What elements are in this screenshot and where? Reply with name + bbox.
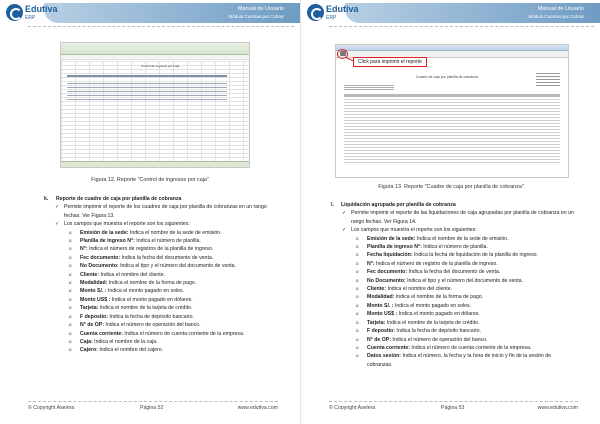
callout-label: Click para imprimir el reporte xyxy=(353,57,427,67)
footer-copyright: © Copyright Aselera xyxy=(28,405,75,411)
field-label: Monto S/. : xyxy=(367,302,394,309)
bullet-o-icon: o xyxy=(356,260,359,266)
bullet-o-icon: o xyxy=(69,313,72,319)
page-header xyxy=(0,0,300,28)
bullet-item: ✓ Los campos que muestra el reporte son los siguientes: xyxy=(342,227,477,234)
field-description: Indica el número de registro de la planilla de ingreso. xyxy=(374,260,498,267)
field-item xyxy=(44,330,280,338)
field-label: Cliente: xyxy=(367,286,387,293)
logo-icon xyxy=(307,4,324,21)
footer-website: www.edutiva.com xyxy=(237,405,278,411)
edutiva-logo xyxy=(6,2,66,26)
check-icon: ✓ xyxy=(55,204,60,211)
field-label: Cuenta corriente: xyxy=(80,330,123,337)
field-label: Tarjeta: xyxy=(80,305,99,312)
bullet-o-icon: o xyxy=(69,229,72,235)
bullet-o-icon: o xyxy=(69,347,72,353)
bullet-o-icon: o xyxy=(69,296,72,302)
field-item xyxy=(44,237,280,245)
section-heading xyxy=(331,201,577,209)
field-item xyxy=(331,285,577,293)
bullet-o-icon: o xyxy=(69,330,72,336)
field-label: Fecha liquidación: xyxy=(367,252,413,259)
excel-report-screenshot xyxy=(60,42,250,168)
report-row-band xyxy=(67,87,227,88)
report-viewer-screenshot xyxy=(335,44,569,178)
field-item xyxy=(44,229,280,237)
bullet-o-icon: o xyxy=(69,271,72,277)
field-description: Indica el nombre de la sede de emisión. xyxy=(128,229,222,236)
bullet-o-icon: o xyxy=(69,280,72,286)
field-description: Indica el número de cuenta corriente de la empresa. xyxy=(409,344,532,351)
bullet-o-icon: o xyxy=(69,246,72,252)
field-label: Monto US$ : xyxy=(80,296,111,303)
report-row-band xyxy=(67,95,227,96)
check-icon: ✓ xyxy=(342,210,347,217)
bullet-o-icon: o xyxy=(356,336,359,342)
logo-sub: ERP xyxy=(25,15,36,21)
field-item xyxy=(44,296,280,304)
field-label: Cajero: xyxy=(80,347,98,354)
field-description: Indica la fecha de liquidación de la planilla de ingreso. xyxy=(412,252,538,259)
field-label: Datos sesión: xyxy=(367,353,402,360)
bullet-o-icon: o xyxy=(356,311,359,317)
bullet-item: ✓ Los campos que muestra el reporte son los siguientes: xyxy=(55,221,190,228)
field-description: Indica el número de planilla. xyxy=(134,238,201,245)
field-label: F deposito: xyxy=(367,328,395,335)
field-description: Indica el nombre del cajero. xyxy=(97,347,164,354)
figure-caption: Figura 12. Reporte "Control de ingresos por caja" xyxy=(91,177,209,183)
bullet-o-icon: o xyxy=(69,263,72,269)
screenshot-report-title: Control de Ingresos por Caja xyxy=(141,64,180,68)
report-table-rows xyxy=(344,99,560,165)
field-description: Indica el nombre de la tarjeta de crédito. xyxy=(385,319,480,326)
bullet-o-icon: o xyxy=(356,252,359,258)
header-title: Manual de Usuario xyxy=(237,6,284,12)
excel-formula-bar xyxy=(61,55,249,60)
section-body xyxy=(331,201,577,369)
field-description: Indica el número de planilla. xyxy=(421,244,488,251)
figure-caption: Figura 13. Reporte "Cuadre de caja por planilla de cobranza" xyxy=(378,184,524,190)
header-module: Módulo Cuentas por Cobrar xyxy=(528,14,584,19)
field-description: Indica el nombre del cliente. xyxy=(386,286,453,293)
section-body xyxy=(44,195,280,355)
field-item xyxy=(44,245,280,253)
field-description: Indica el monto pagado en dólares. xyxy=(110,296,193,303)
field-description: Indica el nombre de la tarjeta de crédito. xyxy=(98,305,193,312)
footer-rule xyxy=(28,401,278,402)
excel-grid xyxy=(61,61,249,161)
field-item xyxy=(44,279,280,287)
field-description: Indica el monto pagado en soles. xyxy=(393,302,472,309)
field-label: N°: xyxy=(367,260,375,267)
bullet-item: ✓ Permite imprimir el reporte de los cuadres de caja por planilla de cobranzas en un rango fechas. Ver Figura 13. xyxy=(55,204,267,219)
field-list xyxy=(44,229,280,355)
field-description: Indica el nombre del cliente. xyxy=(99,271,166,278)
section-marker: l. xyxy=(331,202,334,208)
header-rule xyxy=(329,26,594,27)
logo-sub: ERP xyxy=(326,15,337,21)
field-item xyxy=(331,352,577,369)
bullet-o-icon: o xyxy=(356,328,359,334)
check-icon: ✓ xyxy=(55,221,60,228)
page-right xyxy=(300,0,600,424)
field-description: Indica el nombre de la forma de pago. xyxy=(394,294,484,301)
report-table-header xyxy=(344,94,560,97)
page-header xyxy=(301,0,600,28)
report-row-band xyxy=(67,99,227,100)
field-label: Monto S/. : xyxy=(80,288,107,295)
field-item xyxy=(331,310,577,318)
footer-page-number: Página 52 xyxy=(140,405,164,411)
field-item xyxy=(44,313,280,321)
field-description: Indica el tipo y el número del documento de venta. xyxy=(118,263,236,270)
footer-page-number: Página 53 xyxy=(441,405,465,411)
field-description: Indica el monto pagado en dólares. xyxy=(397,311,480,318)
report-row-band xyxy=(67,83,227,84)
bullet-o-icon: o xyxy=(356,235,359,241)
field-label: Fec documento: xyxy=(367,269,408,276)
field-item xyxy=(331,243,577,251)
bullet-o-icon: o xyxy=(356,302,359,308)
field-item xyxy=(331,302,577,310)
field-label: No Documento: xyxy=(80,263,119,270)
field-label: Caja: xyxy=(80,338,93,345)
field-item xyxy=(44,346,280,354)
bullet-o-icon: o xyxy=(69,305,72,311)
excel-ribbon xyxy=(61,43,249,55)
field-description: Indica el tipo y el número del documento de venta. xyxy=(405,277,523,284)
section-heading xyxy=(44,195,280,203)
field-description: Indica el nombre de la forma de pago. xyxy=(107,280,197,287)
field-description: Indica el número de cuenta corriente de la empresa. xyxy=(122,330,245,337)
field-item xyxy=(44,271,280,279)
field-label: Modalidad: xyxy=(367,294,395,301)
field-description: Indica el nombre de la caja. xyxy=(92,338,158,345)
bullet-o-icon: o xyxy=(69,322,72,328)
field-item xyxy=(331,293,577,301)
field-description: Indica la fecha de depósito bancario. xyxy=(107,313,194,320)
logo-icon xyxy=(6,4,23,21)
field-label: F deposito: xyxy=(80,313,108,320)
report-header-band xyxy=(67,75,227,77)
bullet-o-icon: o xyxy=(356,319,359,325)
bullet-o-icon: o xyxy=(69,254,72,260)
field-item xyxy=(44,338,280,346)
field-label: Planilla de ingreso N°: xyxy=(80,238,135,245)
field-list xyxy=(331,235,577,370)
field-description: Indica la fecha del documento de venta. xyxy=(120,254,214,261)
bullet-o-icon: o xyxy=(356,353,359,359)
field-label: Emisión de la sede: xyxy=(367,235,416,242)
field-label: N° de OP: xyxy=(367,336,391,343)
check-icon: ✓ xyxy=(342,227,347,234)
report-meta-lines xyxy=(536,73,560,87)
report-filter-lines xyxy=(344,85,394,91)
header-title: Manual de Usuario xyxy=(537,6,584,12)
field-label: Emisión de la sede: xyxy=(80,229,129,236)
bullet-o-icon: o xyxy=(356,294,359,300)
field-description: Indica el nombre de la sede de emisión. xyxy=(415,235,509,242)
footer-copyright: © Copyright Aselera xyxy=(329,405,376,411)
screenshot-report-title: Cuadre de caja por planilla de cobranza xyxy=(416,75,478,79)
field-item xyxy=(331,235,577,243)
bullet-o-icon: o xyxy=(356,244,359,250)
bullet-o-icon: o xyxy=(69,288,72,294)
bullet-item: ✓ Permite imprimir el reporte de las liquidaciones de caja agrupadas por planilla de cobranza en un rango fechas. Ver Figura 14. xyxy=(342,210,574,225)
bullet-o-icon: o xyxy=(356,286,359,292)
field-label: No Documento: xyxy=(367,277,406,284)
excel-status-bar xyxy=(61,161,249,167)
bullet-o-icon: o xyxy=(69,238,72,244)
field-description: Indica el monto pagado en soles. xyxy=(106,288,185,295)
field-item xyxy=(44,254,280,262)
field-item xyxy=(331,336,577,344)
section-title: Liquidación agrupada por planilla de cobranza xyxy=(341,202,456,208)
footer-website: www.edutiva.com xyxy=(537,405,578,411)
field-description: Indica la fecha de depósito bancario. xyxy=(394,328,481,335)
field-item xyxy=(44,321,280,329)
bullet-o-icon: o xyxy=(356,277,359,283)
field-description: Indica el número de operación del banco. xyxy=(103,322,201,329)
field-description: Indica el número, la fecha y la hora de inicio y fin de la sesión de cobranzas. xyxy=(367,353,551,368)
field-label: N° de OP: xyxy=(80,322,104,329)
field-label: Cuenta corriente: xyxy=(367,344,410,351)
field-label: N°: xyxy=(80,246,88,253)
report-row-band xyxy=(67,91,227,92)
field-item xyxy=(44,287,280,295)
bullet-o-icon: o xyxy=(356,269,359,275)
field-label: Fec documento: xyxy=(80,254,121,261)
field-description: Indica la fecha del documento de venta. xyxy=(407,269,501,276)
section-title: Reporte de cuadre de caja por planilla de cobranza xyxy=(56,196,182,202)
field-item xyxy=(331,251,577,259)
field-item xyxy=(331,260,577,268)
field-label: Modalidad: xyxy=(80,280,108,287)
section-marker: k. xyxy=(44,196,49,202)
field-label: Planilla de ingreso N°: xyxy=(367,244,422,251)
header-rule xyxy=(28,26,294,27)
field-item xyxy=(331,344,577,352)
field-label: Cliente: xyxy=(80,271,100,278)
field-item xyxy=(331,327,577,335)
edutiva-logo xyxy=(307,2,367,26)
field-item xyxy=(331,268,577,276)
field-item xyxy=(331,319,577,327)
footer-rule xyxy=(329,401,578,402)
field-item xyxy=(44,262,280,270)
logo-brand: Edutiva xyxy=(25,4,58,14)
field-label: Tarjeta: xyxy=(367,319,386,326)
field-description: Indica el número de registros de la planilla de ingreso. xyxy=(87,246,214,253)
field-label: Monto US$ : xyxy=(367,311,398,318)
field-item xyxy=(331,277,577,285)
bullet-o-icon: o xyxy=(69,338,72,344)
header-module: Módulo Cuentas por Cobrar xyxy=(228,14,284,19)
bullet-o-icon: o xyxy=(356,344,359,350)
logo-brand: Edutiva xyxy=(326,4,359,14)
field-item xyxy=(44,304,280,312)
field-description: Indica el número de operación del banco. xyxy=(390,336,488,343)
